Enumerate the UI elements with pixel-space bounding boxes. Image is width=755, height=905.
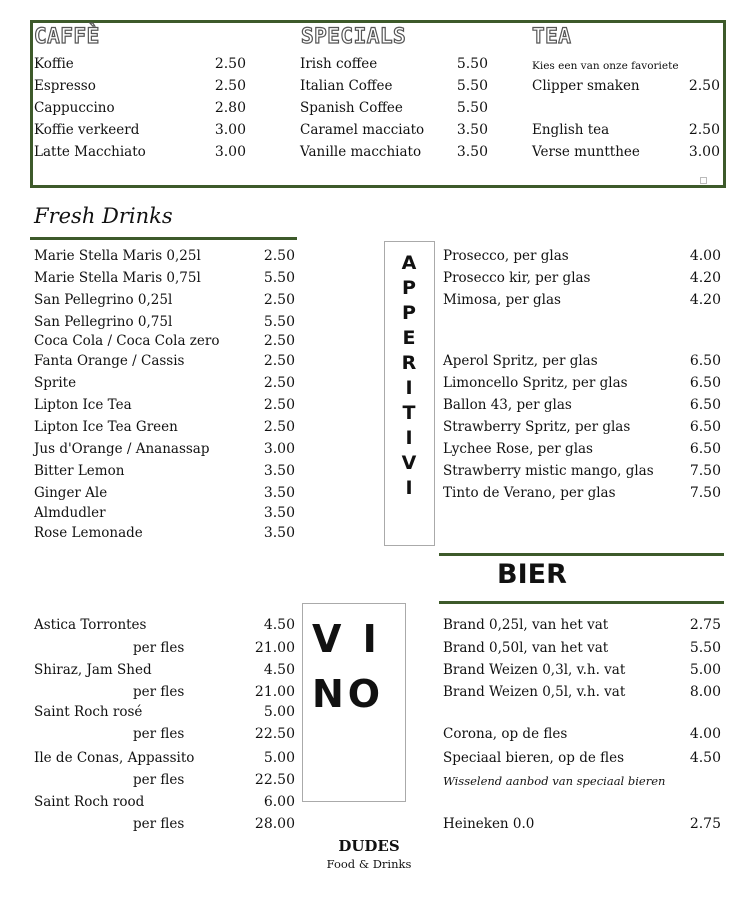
apperitivi-letter: I bbox=[405, 377, 413, 399]
apperitivi-item-price: 4.20 bbox=[689, 292, 721, 308]
fresh-item-name: Bitter Lemon bbox=[34, 463, 125, 479]
bier-item-price: 5.00 bbox=[689, 662, 721, 678]
fresh-item-name: Sprite bbox=[34, 375, 77, 391]
bier-item-price: 4.50 bbox=[689, 750, 721, 766]
specials-item-price: 5.50 bbox=[456, 56, 488, 72]
vino-bottle-label: per fles bbox=[133, 684, 185, 700]
bier-item-name: Brand Weizen 0,3l, v.h. vat bbox=[443, 662, 626, 678]
specials-item-name: Caramel macciato bbox=[300, 122, 425, 138]
bier-item-price: 5.50 bbox=[689, 640, 721, 656]
fresh-drinks-heading: Fresh Drinks bbox=[34, 204, 173, 228]
fresh-item-name: Lipton Ice Tea bbox=[34, 397, 132, 413]
bier-note: Wisselend aanbod van speciaal bieren bbox=[443, 774, 666, 788]
fresh-item-name: Marie Stella Maris 0,25l bbox=[34, 248, 201, 264]
fresh-drinks-divider bbox=[30, 237, 297, 240]
bier-item-name: Brand 0,50l, van het vat bbox=[443, 640, 609, 656]
vino-bottle-price: 22.50 bbox=[254, 772, 295, 788]
vino-item-name: Saint Roch rosé bbox=[34, 704, 143, 720]
apperitivi-item-price: 6.50 bbox=[689, 375, 721, 391]
apperitivi-item-name: Limoncello Spritz, per glas bbox=[443, 375, 628, 391]
caffe-item-name: Latte Macchiato bbox=[34, 144, 146, 160]
bier-top-divider bbox=[439, 553, 724, 556]
caffe-item-name: Cappuccino bbox=[34, 100, 115, 116]
specials-item-price: 3.50 bbox=[456, 144, 488, 160]
specials-item-name: Italian Coffee bbox=[300, 78, 393, 94]
vino-bottle-price: 28.00 bbox=[254, 816, 295, 832]
specials-item-price: 3.50 bbox=[456, 122, 488, 138]
apperitivi-item-price: 7.50 bbox=[689, 485, 721, 501]
tea-item-name: Verse muntthee bbox=[532, 144, 640, 160]
fresh-item-price: 2.50 bbox=[263, 353, 295, 369]
specials-item-name: Vanille macchiato bbox=[300, 144, 422, 160]
bier-item-name: Brand 0,25l, van het vat bbox=[443, 617, 609, 633]
fresh-item-price: 5.50 bbox=[263, 270, 295, 286]
fresh-item-price: 5.50 bbox=[263, 314, 295, 330]
fresh-item-name: Coca Cola / Coca Cola zero bbox=[34, 333, 220, 349]
bier-item-name: Corona, op de fles bbox=[443, 726, 568, 742]
vino-bottle-label: per fles bbox=[133, 640, 185, 656]
tea-note: Kies een van onze favoriete bbox=[532, 60, 679, 72]
caffe-item-name: Koffie bbox=[34, 56, 74, 72]
fresh-item-price: 3.50 bbox=[263, 463, 295, 479]
caffe-item-name: Espresso bbox=[34, 78, 96, 94]
fresh-item-name: Marie Stella Maris 0,75l bbox=[34, 270, 201, 286]
apperitivi-item-name: Tinto de Verano, per glas bbox=[443, 485, 616, 501]
bier-item-price: 2.75 bbox=[689, 816, 721, 832]
fresh-item-price: 3.50 bbox=[263, 505, 295, 521]
vino-bottle-price: 22.50 bbox=[254, 726, 295, 742]
vino-bottle-label: per fles bbox=[133, 772, 185, 788]
apperitivi-item-price: 7.50 bbox=[689, 463, 721, 479]
bier-item-price: 4.00 bbox=[689, 726, 721, 742]
apperitivi-letter: E bbox=[402, 327, 416, 349]
caffe-item-price: 2.80 bbox=[214, 100, 246, 116]
footer-brand: DUDES bbox=[338, 837, 400, 855]
fresh-item-name: Rose Lemonade bbox=[34, 525, 143, 541]
fresh-item-name: Lipton Ice Tea Green bbox=[34, 419, 178, 435]
vino-bottle-label: per fles bbox=[133, 816, 185, 832]
fresh-item-name: Fanta Orange / Cassis bbox=[34, 353, 185, 369]
fresh-item-name: San Pellegrino 0,25l bbox=[34, 292, 173, 308]
vino-item-price: 5.00 bbox=[263, 750, 295, 766]
vino-bottle-price: 21.00 bbox=[254, 640, 295, 656]
apperitivi-letter: R bbox=[401, 352, 417, 374]
vino-item-name: Astica Torrontes bbox=[34, 617, 147, 633]
vino-item-price: 4.50 bbox=[263, 662, 295, 678]
bier-item-name: Brand Weizen 0,5l, v.h. vat bbox=[443, 684, 626, 700]
tea-item-name: Clipper smaken bbox=[532, 78, 640, 94]
apperitivi-letter: I bbox=[405, 477, 413, 499]
bier-item-price: 8.00 bbox=[689, 684, 721, 700]
bier-item-name: Speciaal bieren, op de fles bbox=[443, 750, 625, 766]
apperitivi-letter: A bbox=[401, 252, 417, 274]
fresh-item-price: 2.50 bbox=[263, 419, 295, 435]
apperitivi-letter: P bbox=[402, 302, 416, 324]
bier-item-price: 2.75 bbox=[689, 617, 721, 633]
bier-bottom-divider bbox=[439, 601, 724, 604]
apperitivi-item-price: 4.00 bbox=[689, 248, 721, 264]
vino-item-price: 6.00 bbox=[263, 794, 295, 810]
specials-item-price: 5.50 bbox=[456, 100, 488, 116]
fresh-item-price: 2.50 bbox=[263, 292, 295, 308]
apperitivi-item-name: Ballon 43, per glas bbox=[443, 397, 572, 413]
tea-item-name: English tea bbox=[532, 122, 610, 138]
specials-item-price: 5.50 bbox=[456, 78, 488, 94]
bier-heading: BIER bbox=[497, 559, 567, 590]
vino-bottle-price: 21.00 bbox=[254, 684, 295, 700]
tea-heading: TEA bbox=[532, 24, 572, 48]
apperitivi-item-price: 6.50 bbox=[689, 397, 721, 413]
caffe-item-price: 3.00 bbox=[214, 122, 246, 138]
vino-bottle-label: per fles bbox=[133, 726, 185, 742]
fresh-item-name: Almdudler bbox=[34, 505, 106, 521]
apperitivi-item-name: Mimosa, per glas bbox=[443, 292, 561, 308]
tea-item-price: 2.50 bbox=[688, 122, 720, 138]
fresh-item-price: 3.50 bbox=[263, 525, 295, 541]
resize-handle-icon bbox=[700, 177, 707, 184]
specials-item-name: Irish coffee bbox=[300, 56, 378, 72]
caffe-item-price: 2.50 bbox=[214, 78, 246, 94]
apperitivi-item-price: 6.50 bbox=[689, 419, 721, 435]
specials-heading: SPECIALS bbox=[301, 24, 407, 48]
apperitivi-letter: V bbox=[401, 452, 417, 474]
vino-label-line2: NO bbox=[312, 672, 385, 716]
apperitivi-item-name: Prosecco kir, per glas bbox=[443, 270, 591, 286]
fresh-item-price: 3.50 bbox=[263, 485, 295, 501]
caffe-item-price: 2.50 bbox=[214, 56, 246, 72]
specials-item-name: Spanish Coffee bbox=[300, 100, 403, 116]
apperitivi-item-name: Strawberry Spritz, per glas bbox=[443, 419, 631, 435]
footer-tagline: Food & Drinks bbox=[326, 857, 412, 871]
apperitivi-item-price: 4.20 bbox=[689, 270, 721, 286]
fresh-item-price: 2.50 bbox=[263, 333, 295, 349]
apperitivi-letter: P bbox=[402, 277, 416, 299]
apperitivi-item-name: Prosecco, per glas bbox=[443, 248, 569, 264]
caffe-heading: CAFFÈ bbox=[34, 24, 100, 48]
apperitivi-item-price: 6.50 bbox=[689, 441, 721, 457]
apperitivi-letter: T bbox=[402, 402, 416, 424]
fresh-item-price: 3.00 bbox=[263, 441, 295, 457]
caffe-item-price: 3.00 bbox=[214, 144, 246, 160]
apperitivi-item-name: Lychee Rose, per glas bbox=[443, 441, 593, 457]
fresh-item-name: Ginger Ale bbox=[34, 485, 108, 501]
fresh-item-name: San Pellegrino 0,75l bbox=[34, 314, 173, 330]
vino-label-line1: V I bbox=[312, 617, 381, 661]
vino-item-name: Shiraz, Jam Shed bbox=[34, 662, 152, 678]
vino-item-name: Ile de Conas, Appassito bbox=[34, 750, 195, 766]
caffe-item-name: Koffie verkeerd bbox=[34, 122, 140, 138]
vino-item-price: 5.00 bbox=[263, 704, 295, 720]
tea-item-price: 3.00 bbox=[688, 144, 720, 160]
apperitivi-letter: I bbox=[405, 427, 413, 449]
apperitivi-item-name: Strawberry mistic mango, glas bbox=[443, 463, 654, 479]
fresh-item-price: 2.50 bbox=[263, 397, 295, 413]
vino-item-price: 4.50 bbox=[263, 617, 295, 633]
bier-item-name: Heineken 0.0 bbox=[443, 816, 535, 832]
tea-item-price: 2.50 bbox=[688, 78, 720, 94]
fresh-item-name: Jus d'Orange / Ananassap bbox=[34, 441, 210, 457]
vino-item-name: Saint Roch rood bbox=[34, 794, 145, 810]
fresh-item-price: 2.50 bbox=[263, 375, 295, 391]
fresh-item-price: 2.50 bbox=[263, 248, 295, 264]
apperitivi-item-name: Aperol Spritz, per glas bbox=[443, 353, 598, 369]
apperitivi-item-price: 6.50 bbox=[689, 353, 721, 369]
